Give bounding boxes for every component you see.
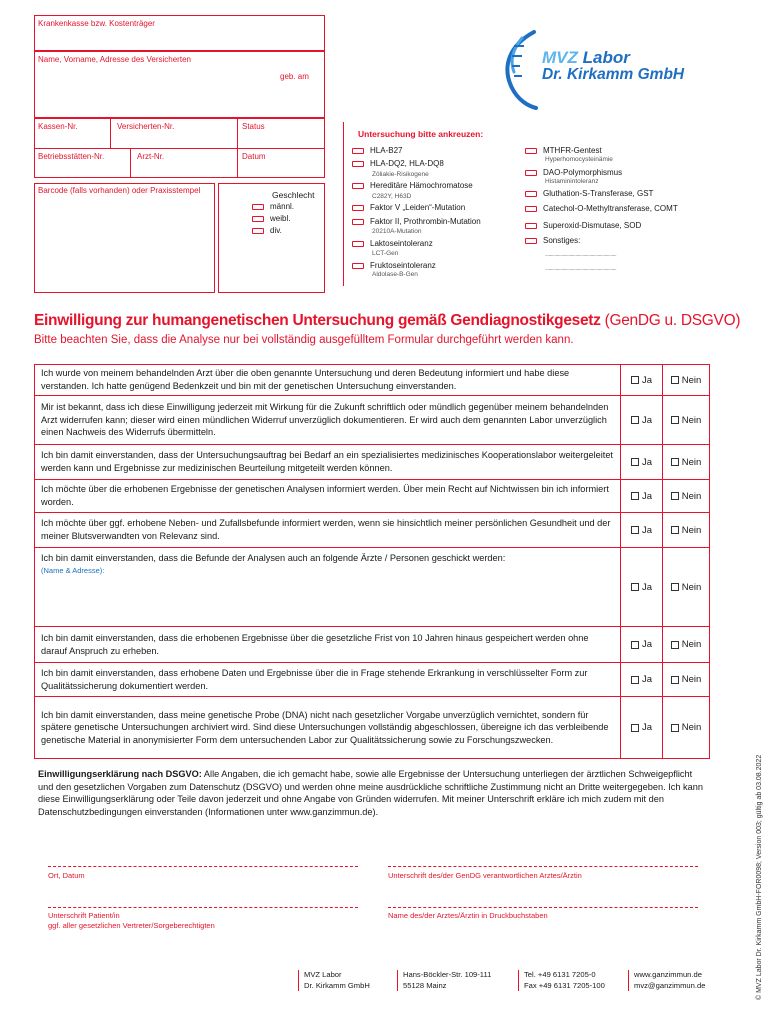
- test-fruktose[interactable]: Fruktoseintoleranz: [352, 261, 436, 270]
- datum-label: Datum: [242, 152, 266, 161]
- consent-row: [35, 663, 709, 697]
- consent-ja[interactable]: Ja: [621, 697, 663, 758]
- dsgvo-bold: Einwilligungserklärung nach DSGVO:: [38, 769, 202, 779]
- dna-logo-icon: [498, 28, 544, 110]
- consent-nein[interactable]: Nein: [663, 513, 709, 547]
- consent-nein[interactable]: Nein: [663, 445, 709, 479]
- doctor-signature-label: Unterschrift des/der GenDG verantwortlichen Arztes/Ärztin: [388, 871, 582, 880]
- test-mthfr-sub: Hyperhomocysteinämie: [545, 156, 613, 163]
- patient-signature-label: Unterschrift Patient/in ggf. aller gesetzlichen Vertreter/Sorgeberechtigten: [48, 911, 215, 930]
- checkbox[interactable]: [525, 238, 537, 244]
- consent-nein[interactable]: Nein: [663, 365, 709, 395]
- page-title-suffix: (GenDG u. DSGVO): [600, 312, 741, 329]
- gender-male[interactable]: männl.: [252, 202, 294, 211]
- checkbox[interactable]: [252, 228, 264, 234]
- consent-nein[interactable]: Nein: [663, 548, 709, 626]
- barcode-stamp-field[interactable]: [34, 183, 215, 293]
- checkbox[interactable]: [671, 724, 679, 732]
- consent-nein[interactable]: Nein: [663, 697, 709, 758]
- checkbox[interactable]: [631, 526, 639, 534]
- consent-text: Ich bin damit einverstanden, dass erhobene Daten und Ergebnisse über die in Frage stehende Erkrankung in verschlüsselter Form zur Qualitätssicherung dokumentiert werden.: [35, 663, 621, 696]
- barcode-label: Barcode (falls vorhanden) oder Praxisstempel: [38, 186, 201, 195]
- page-subtitle: Bitte beachten Sie, dass die Analyse nur bei vollständig ausgefülltem Formular durchgeführt werden kann.: [34, 334, 574, 346]
- test-haemochromatose-sub: C282Y, H63D: [372, 193, 412, 200]
- test-faktor-ii-sub: 20210A-Mutation: [372, 228, 422, 235]
- checkbox[interactable]: [352, 183, 364, 189]
- consent-send-text: Ich bin damit einverstanden, dass die Befunde der Analysen auch an folgende Ärzte / Personen geschickt werden:: [41, 553, 506, 563]
- page-title: [34, 312, 740, 330]
- checkbox[interactable]: [352, 219, 364, 225]
- checkbox[interactable]: [352, 263, 364, 269]
- consent-text: Ich bin damit einverstanden, dass der Untersuchungsauftrag bei Bedarf an ein spezialisiertes medizinisches Kooperationslabor weitergeleitet werden kann und Ergebnisse zur medizinischen Beurteilung mitgeteilt werden können.: [35, 445, 621, 479]
- test-laktose[interactable]: Laktoseintoleranz: [352, 239, 433, 248]
- checkbox[interactable]: [352, 241, 364, 247]
- footer-address: Hans-Böckler-Str. 109-111 55128 Mainz: [397, 970, 491, 991]
- checkbox[interactable]: [671, 492, 679, 500]
- test-hla-dq[interactable]: HLA-DQ2, HLA-DQ8: [352, 159, 444, 168]
- insurance-number-field[interactable]: [34, 118, 325, 148]
- checkbox[interactable]: [631, 458, 639, 466]
- test-faktor-ii[interactable]: Faktor II, Prothrombin-Mutation: [352, 217, 481, 226]
- test-mthfr[interactable]: MTHFR-Gentest: [525, 146, 602, 155]
- consent-ja[interactable]: Ja: [621, 663, 663, 696]
- consent-text: Ich bin damit einverstanden, dass die erhobenen Ergebnisse über die gesetzliche Frist von 10 Jahren hinaus gespeichert werden ohne darauf Anspruch zu erheben.: [35, 627, 621, 662]
- dsgvo-text: Alle Angaben, die ich gemacht habe, sowie alle Ergebnisse der Untersuchung unterliegen der ärztlichen Schweigepflicht und den gesetzlichen Vorgaben zum Datenschutz (DSGVO) und werden ohne meine ausdrückliche schriftliche Zustimmung nicht an Dritte weitergegeben. Ich kann diese Einwilligungserklärung oder Teile davon jederzeit und ohne Angabe von Gründen widerrufen. Mit meiner Unterschrift erkläre ich mich zudem mit den Datenschutzbedingungen einverstanden (Informationen unter www.ganzimmun.de).: [38, 769, 703, 817]
- consent-ja[interactable]: Ja: [621, 480, 663, 512]
- consent-text: Mir ist bekannt, dass ich diese Einwilligung jederzeit mit Wirkung für die Zukunft schriftlich oder mündlich gegenüber meinem behandelnden Arzt widerrufen kann; dieser wird einen mündlichen Widerruf unverzüglich dokumentieren. Er wird auch dem genannten Labor unverzüglich einen Nachweis des Widerrufs übermitteln.: [35, 396, 621, 444]
- consent-row: [35, 513, 709, 548]
- consent-text[interactable]: [35, 548, 621, 626]
- checkbox[interactable]: [671, 376, 679, 384]
- test-sod[interactable]: Superoxid-Dismutase, SOD: [525, 221, 641, 230]
- checkbox[interactable]: [631, 676, 639, 684]
- checkbox[interactable]: [631, 376, 639, 384]
- dsgvo-statement: [38, 768, 710, 818]
- consent-row: [35, 697, 709, 758]
- checkbox[interactable]: [671, 641, 679, 649]
- dob-label: geb. am: [280, 72, 309, 81]
- checkbox[interactable]: [252, 216, 264, 222]
- consent-row: [35, 365, 709, 396]
- test-gst[interactable]: Gluthation-S-Transferase, GST: [525, 189, 653, 198]
- consent-text: Ich möchte über die erhobenen Ergebnisse der genetischen Analysen informiert werden. Über mein Recht auf Nichtwissen bin ich informiert worden.: [35, 480, 621, 512]
- consent-nein[interactable]: Nein: [663, 663, 709, 696]
- doctor-name-label: Name des/der Arztes/Ärztin in Druckbuchstaben: [388, 911, 548, 920]
- consent-row: [35, 396, 709, 445]
- consent-row: [35, 480, 709, 513]
- checkbox[interactable]: [525, 191, 537, 197]
- consent-row: [35, 445, 709, 480]
- test-hla-dq-sub: Zöliakie-Risikogene: [372, 171, 429, 178]
- test-dao[interactable]: DAO-Polymorphismus: [525, 168, 622, 177]
- checkbox[interactable]: [671, 458, 679, 466]
- insurer-label: Krankenkasse bzw. Kostenträger: [38, 19, 155, 28]
- consent-send-sub: (Name & Adresse):: [41, 565, 105, 575]
- test-fruktose-sub: Aldolase-B-Gen: [372, 271, 418, 278]
- sonstiges-line-1[interactable]: .............................................................: [545, 252, 617, 258]
- consent-ja[interactable]: Ja: [621, 396, 663, 444]
- consent-ja[interactable]: Ja: [621, 627, 663, 662]
- consent-table: [34, 364, 710, 759]
- checkbox[interactable]: [671, 416, 679, 424]
- status-label: Status: [242, 122, 265, 131]
- test-comt[interactable]: Catechol-O-Methyltransferase, COMT: [525, 204, 678, 213]
- checkbox[interactable]: [525, 170, 537, 176]
- checkbox[interactable]: [671, 526, 679, 534]
- gender-female[interactable]: weibl.: [252, 214, 290, 223]
- logo-labor: Labor: [577, 48, 630, 67]
- consent-text: Ich bin damit einverstanden, dass meine genetische Probe (DNA) nicht nach gesetzlicher Vorgabe unverzüglich vernichtet, sondern für spätere genetische Untersuchungen archiviert wird. Sind diese Untersuchungen vollständig abgeschlossen, übereigne ich das verbleibende genetische Material in anonymisierter Form dem untersuchenden Labor zur Qualitätssicherung sowie zu Forschungszwecken.: [35, 697, 621, 758]
- checkbox[interactable]: [525, 223, 537, 229]
- test-faktor-v[interactable]: Faktor V „Leiden“-Mutation: [352, 203, 465, 212]
- patient-signature-line[interactable]: [48, 907, 358, 908]
- gender-diverse[interactable]: div.: [252, 226, 282, 235]
- consent-ja[interactable]: Ja: [621, 365, 663, 395]
- test-dao-sub: Histaminintoleranz: [545, 178, 599, 185]
- checkbox[interactable]: [671, 676, 679, 684]
- consent-ja[interactable]: Ja: [621, 548, 663, 626]
- checkbox[interactable]: [671, 583, 679, 591]
- sonstiges-line-2[interactable]: .............................................................: [545, 266, 617, 272]
- tests-title: Untersuchung bitte ankreuzen:: [358, 129, 484, 139]
- checkbox[interactable]: [252, 204, 264, 210]
- checkbox[interactable]: [352, 205, 364, 211]
- consent-ja[interactable]: Ja: [621, 513, 663, 547]
- logo-company: Dr. Kirkamm GmbH: [542, 66, 685, 83]
- doctor-signature-line[interactable]: [388, 866, 698, 867]
- logo-mvz: MVZ: [542, 48, 578, 67]
- consent-row: [35, 627, 709, 663]
- arzt-nr-label: Arzt-Nr.: [137, 152, 165, 161]
- betriebsstaetten-nr-label: Betriebsstätten-Nr.: [38, 152, 105, 161]
- gender-title: Geschlecht: [272, 190, 315, 200]
- kassen-nr-label: Kassen-Nr.: [38, 122, 78, 131]
- checkbox[interactable]: [631, 724, 639, 732]
- test-haemochromatose[interactable]: Hereditäre Hämochromatose: [352, 181, 473, 190]
- ort-datum-line[interactable]: [48, 866, 358, 867]
- consent-nein[interactable]: Nein: [663, 480, 709, 512]
- checkbox[interactable]: [631, 492, 639, 500]
- patient-name-label: Name, Vorname, Adresse des Versicherten: [38, 55, 191, 64]
- consent-nein[interactable]: Nein: [663, 627, 709, 662]
- checkbox[interactable]: [631, 583, 639, 591]
- consent-text: Ich wurde von meinem behandelnden Arzt über die oben genannte Untersuchung und deren Bedeutung informiert und habe diese verstanden. Ich hatte genügend Bedenkzeit und bin mit der genetischen Untersuchung einverstanden.: [35, 365, 621, 395]
- doctor-name-line[interactable]: [388, 907, 698, 908]
- test-laktose-sub: LCT-Gen: [372, 250, 399, 257]
- consent-nein[interactable]: Nein: [663, 396, 709, 444]
- side-version-note: © MVZ Labor Dr. Kirkamm GmbH-FOR0098; Version 003; gültig ab 03.08.2022: [756, 754, 763, 1000]
- footer-phone: Tel. +49 6131 7205-0 Fax +49 6131 7205-100: [518, 970, 605, 991]
- versicherten-nr-label: Versicherten-Nr.: [117, 122, 175, 131]
- ort-datum-label: Ort, Datum: [48, 871, 85, 880]
- lab-logo: [498, 28, 718, 110]
- consent-row-recipients: [35, 548, 709, 627]
- checkbox[interactable]: [631, 641, 639, 649]
- test-sonstiges[interactable]: Sonstiges:: [525, 236, 580, 245]
- consent-text: Ich möchte über ggf. erhobene Neben- und Zufallsbefunde informiert werden, wenn sie hinsichtlich meiner persönlichen Gesundheit und der meiner Blutsverwandten von Relevanz sind.: [35, 513, 621, 547]
- checkbox[interactable]: [525, 148, 537, 154]
- page-title-main: Einwilligung zur humangenetischen Untersuchung gemäß Gendiagnostikgesetz: [34, 312, 601, 329]
- checkbox[interactable]: [631, 416, 639, 424]
- footer-company: MVZ Labor Dr. Kirkamm GmbH: [298, 970, 370, 991]
- test-hla-b27[interactable]: HLA-B27: [352, 146, 402, 155]
- consent-ja[interactable]: Ja: [621, 445, 663, 479]
- footer-web[interactable]: www.ganzimmun.de mvz@ganzimmun.de: [628, 970, 705, 991]
- checkbox[interactable]: [352, 148, 364, 154]
- checkbox[interactable]: [525, 206, 537, 212]
- checkbox[interactable]: [352, 161, 364, 167]
